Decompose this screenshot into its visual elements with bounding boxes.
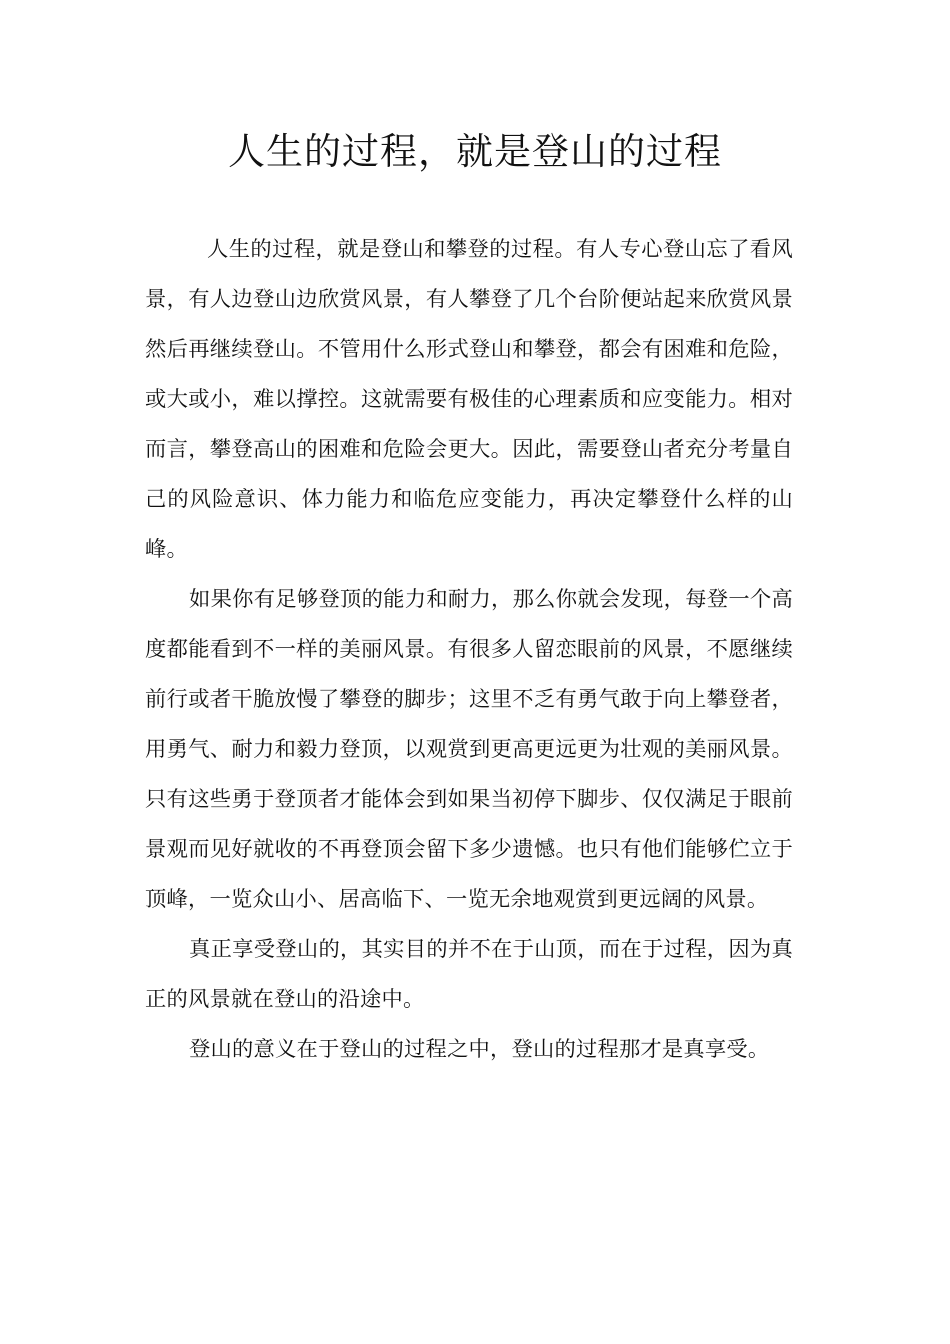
paragraph-2: 如果你有足够登顶的能力和耐力，那么你就会发现，每登一个高度都能看到不一样的美丽风景。有很多人留恋眼前的风景，不愿继续前行或者干脆放慢了攀登的脚步；这里不乏有勇气敢于向上攀登者，用勇气、耐力和毅力登顶，以观赏到更高更远更为壮观的美丽风景。只有这些勇于登顶者才能体会到如果当初停下脚步、仅仅满足于眼前景观而见好就收的不再登顶会留下多少遗憾。也只有他们能够伫立于顶峰，一览众山小、居高临下、一览无余地观赏到更远阔的风景。 bbox=[145, 587, 793, 912]
document-title: 人生的过程，就是登山的过程 bbox=[228, 130, 722, 173]
document-body bbox=[145, 225, 793, 1075]
paragraph-4: 登山的意义在于登山的过程之中，登山的过程那才是真享受。 bbox=[189, 1037, 770, 1062]
paragraph-1: 人生的过程，就是登山和攀登的过程。有人专心登山忘了看风景，有人边登山边欣赏风景，有人攀登了几个台阶便站起来欣赏风景然后再继续登山。不管用什么形式登山和攀登，都会有困难和危险，或大或小，难以撑控。这就需要有极佳的心理素质和应变能力。相对而言，攀登高山的困难和危险会更大。因此，需要登山者充分考量自己的风险意识、体力能力和临危应变能力，再决定攀登什么样的山峰。 bbox=[145, 237, 793, 562]
paragraph-3: 真正享受登山的，其实目的并不在于山顶，而在于过程，因为真正的风景就在登山的沿途中。 bbox=[145, 937, 793, 1012]
